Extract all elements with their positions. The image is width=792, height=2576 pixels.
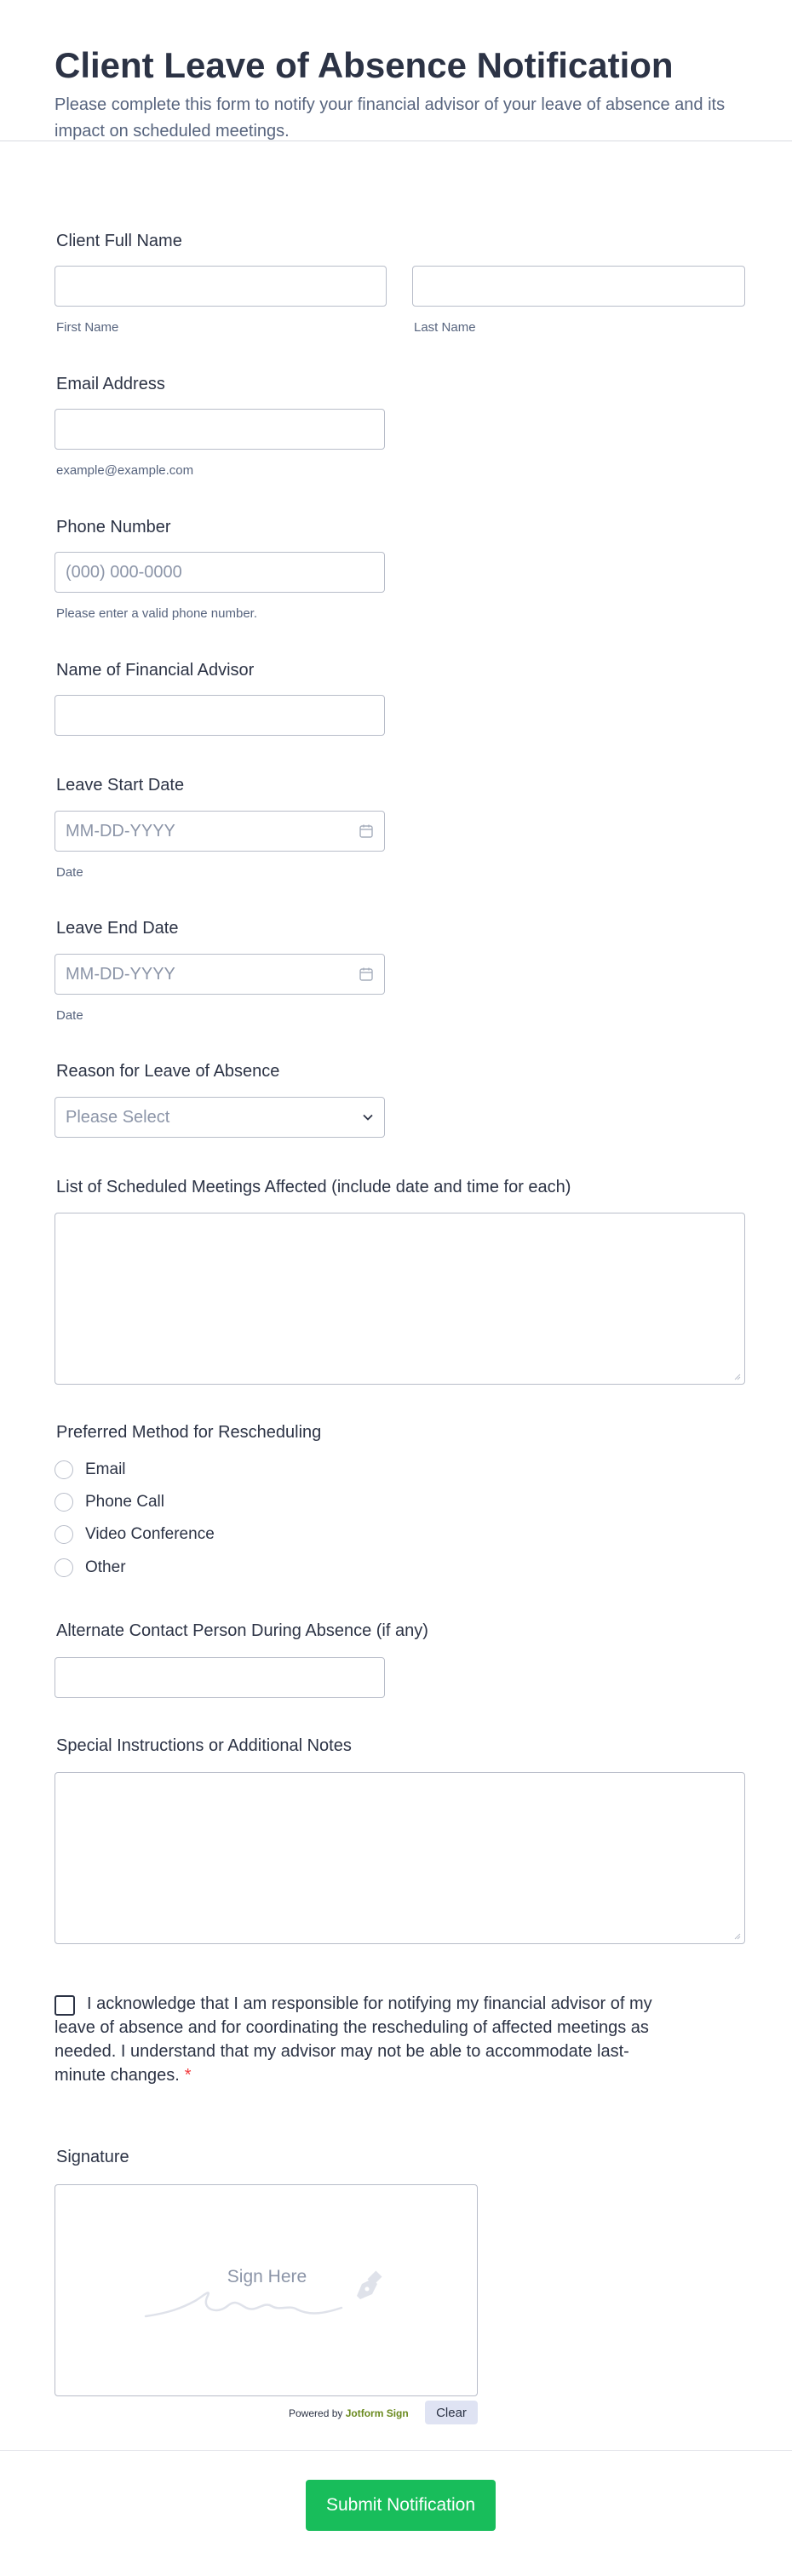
- full-name-field: [55, 232, 182, 251]
- email-label: Email Address: [56, 375, 165, 393]
- form-header: [0, 0, 792, 141]
- reason-selected-value: Please Select: [66, 1107, 170, 1127]
- notes-label: Special Instructions or Additional Notes: [56, 1736, 352, 1755]
- pen-nib-icon: [348, 2267, 386, 2304]
- email-input[interactable]: [55, 409, 385, 450]
- jotform-sign-link[interactable]: Jotform Sign: [345, 2407, 409, 2419]
- start-date-input[interactable]: [55, 811, 385, 852]
- full-name-label: Client Full Name: [56, 232, 182, 250]
- acknowledge-text: [55, 1992, 668, 2087]
- radio-button[interactable]: [55, 1493, 73, 1512]
- resize-handle-icon[interactable]: [734, 1374, 741, 1380]
- reason-field: [55, 1062, 279, 1081]
- radio-label: Phone Call: [85, 1493, 164, 1511]
- signature-pad[interactable]: [55, 2184, 478, 2396]
- form-title: Client Leave of Absence Notification: [55, 45, 674, 85]
- clear-signature-button[interactable]: Clear: [425, 2401, 478, 2424]
- end-date-placeholder: MM-DD-YYYY: [66, 964, 175, 984]
- meetings-label: List of Scheduled Meetings Affected (include date and time for each): [56, 1178, 571, 1196]
- first-name-input[interactable]: [55, 266, 387, 307]
- end-date-label: Leave End Date: [56, 919, 179, 938]
- end-date-sublabel: Date: [56, 1008, 83, 1023]
- notes-textarea[interactable]: [55, 1772, 745, 1944]
- method-option-other[interactable]: [55, 1558, 126, 1577]
- signature-label: Signature: [56, 2148, 129, 2166]
- resize-handle-icon[interactable]: [734, 1933, 741, 1940]
- start-date-label: Leave Start Date: [56, 776, 185, 795]
- phone-label: Phone Number: [56, 518, 171, 536]
- required-mark: *: [184, 2066, 192, 2085]
- advisor-label: Name of Financial Advisor: [56, 661, 255, 680]
- method-option-video-conference[interactable]: [55, 1525, 215, 1544]
- meetings-textarea[interactable]: [55, 1213, 745, 1385]
- advisor-field: [55, 661, 254, 680]
- email-field: [55, 375, 165, 394]
- method-option-email[interactable]: [55, 1460, 126, 1479]
- notes-field: [55, 1736, 352, 1756]
- radio-button[interactable]: [55, 1525, 73, 1544]
- method-field: [55, 1423, 321, 1443]
- sign-here-placeholder: Sign Here: [227, 2267, 307, 2286]
- radio-button[interactable]: [55, 1460, 73, 1479]
- radio-label: Email: [85, 1460, 126, 1478]
- radio-label: Other: [85, 1558, 126, 1576]
- phone-field: [55, 518, 171, 537]
- end-date-field: [55, 919, 178, 938]
- reason-select[interactable]: [55, 1097, 385, 1138]
- method-option-phone-call[interactable]: [55, 1493, 164, 1512]
- last-name-input[interactable]: [412, 266, 745, 307]
- calendar-icon[interactable]: [359, 823, 374, 839]
- end-date-input[interactable]: [55, 954, 385, 995]
- powered-by-text: [289, 2407, 409, 2419]
- first-name-sublabel: First Name: [56, 320, 119, 335]
- acknowledge-statement: I acknowledge that I am responsible for notifying my financial advisor of my leave of absence and for coordinating the rescheduling of affected meetings as needed. I understand that my advisor may not be able to accommodate last-minute changes.: [55, 1994, 652, 2085]
- submit-button[interactable]: Submit Notification: [306, 2480, 496, 2531]
- start-date-placeholder: MM-DD-YYYY: [66, 821, 175, 840]
- alternate-input[interactable]: [55, 1657, 385, 1698]
- phone-placeholder: (000) 000-0000: [66, 562, 182, 582]
- method-label: Preferred Method for Rescheduling: [56, 1423, 322, 1442]
- chevron-down-icon: [362, 1111, 374, 1123]
- alternate-field: [55, 1621, 428, 1641]
- advisor-input[interactable]: [55, 695, 385, 736]
- phone-input[interactable]: [55, 552, 385, 593]
- last-name-sublabel: Last Name: [414, 320, 476, 335]
- form-subtitle: Please complete this form to notify your financial advisor of your leave of absence and its impact on scheduled meetings.: [55, 95, 726, 141]
- calendar-icon[interactable]: [359, 967, 374, 982]
- radio-label: Video Conference: [85, 1525, 215, 1543]
- reason-label: Reason for Leave of Absence: [56, 1062, 280, 1081]
- radio-button[interactable]: [55, 1558, 73, 1577]
- meetings-field: [55, 1178, 571, 1197]
- alternate-label: Alternate Contact Person During Absence (if any): [56, 1621, 428, 1640]
- signature-field: [55, 2148, 129, 2167]
- email-sublabel: example@example.com: [56, 463, 194, 478]
- footer-divider: [0, 2450, 792, 2451]
- start-date-field: [55, 776, 184, 795]
- phone-sublabel: Please enter a valid phone number.: [56, 606, 257, 621]
- start-date-sublabel: Date: [56, 865, 83, 880]
- powered-by-label: Powered by: [289, 2407, 343, 2419]
